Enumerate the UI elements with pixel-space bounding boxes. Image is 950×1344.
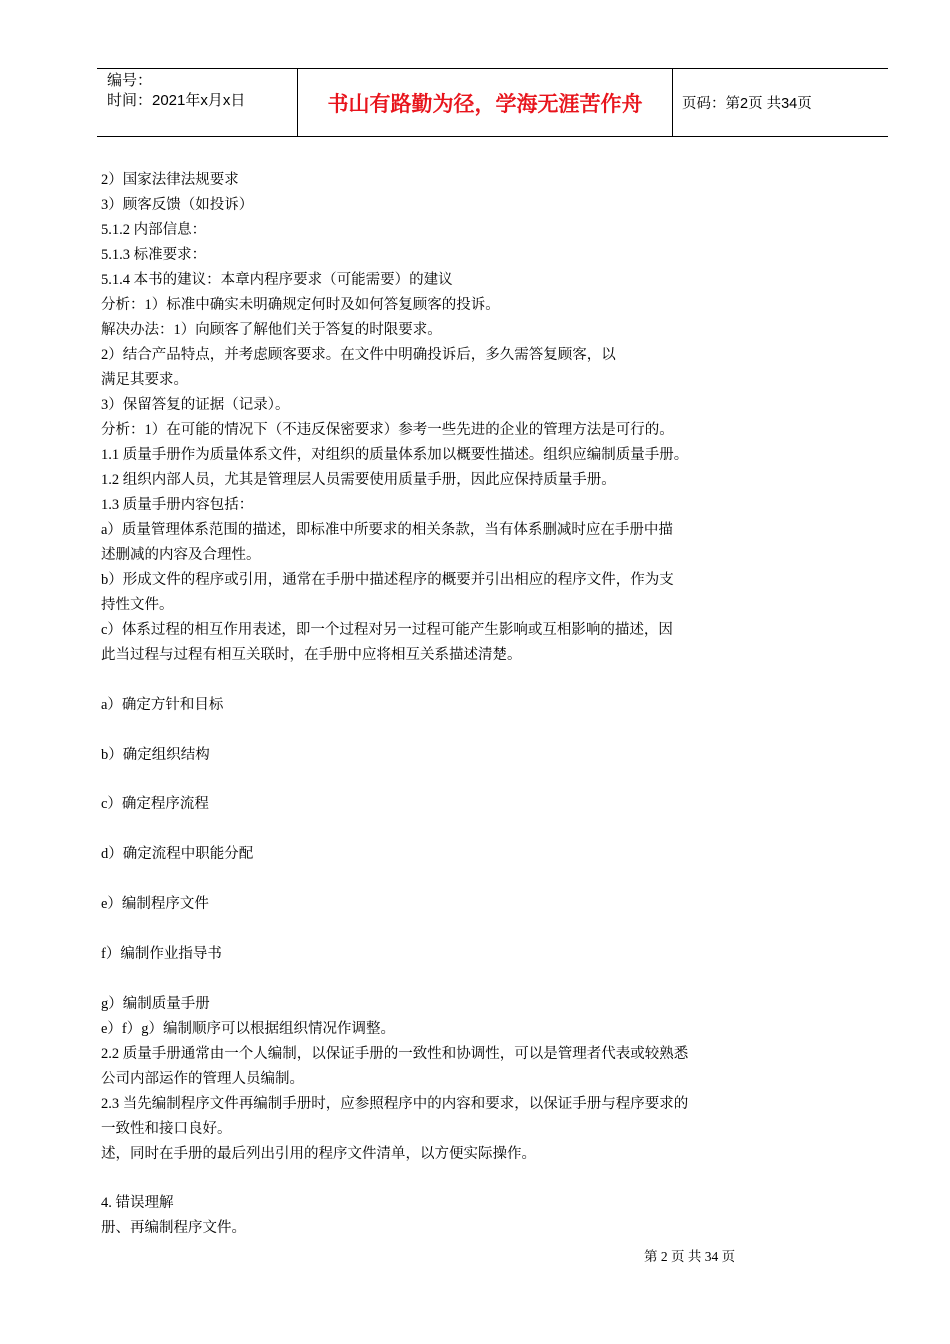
blank-line <box>101 917 761 942</box>
text-line: b）形成文件的程序或引用，通常在手册中描述程序的概要并引出相应的程序文件，作为支 <box>101 572 674 588</box>
text-line: e）f）g）编制顺序可以根据组织情况作调整。 <box>101 1020 396 1037</box>
blank-line <box>101 967 761 992</box>
header-number-label: 编号： <box>107 72 153 89</box>
text-line: 3）顾客反馈（如投诉） <box>101 197 254 213</box>
page-footer: 第 2 页 共 34 页 <box>644 1249 736 1264</box>
text-line: 5.1.3 标准要求： <box>101 247 207 263</box>
text-line: 2.3 当先编制程序文件再编制手册时，应参照程序中的内容和要求，以保证手册与程序要求的 <box>101 1095 689 1112</box>
header-motto: 书山有路勤为径，学海无涯苦作舟 <box>298 69 673 136</box>
text-line: b）确定组织结构 <box>101 746 210 763</box>
text-line: 3）保留答复的证据（记录）。 <box>101 397 290 413</box>
text-line: 2）结合产品特点，并考虑顾客要求。在文件中明确投诉后，多久需答复顾客，以 <box>101 347 616 363</box>
text-line: 5.1.2 内部信息： <box>101 222 207 238</box>
text-line: d）确定流程中职能分配 <box>101 846 254 863</box>
document-body <box>101 168 761 1241</box>
text-line: 解决办法：1）向顾客了解他们关于答复的时限要求。 <box>101 322 442 338</box>
blank-line <box>101 768 761 793</box>
header-meta <box>97 69 298 136</box>
text-line: 2）国家法律法规要求 <box>101 172 239 188</box>
text-line: g）编制质量手册 <box>101 995 210 1012</box>
text-line: a）质量管理体系范围的描述，即标准中所要求的相关条款，当有体系删减时应在手册中描 <box>101 522 673 538</box>
text-line: 分析：1）标准中确实未明确规定何时及如何答复顾客的投诉。 <box>101 297 500 313</box>
text-line: 1.3 质量手册内容包括： <box>101 497 254 513</box>
text-line: c）体系过程的相互作用表述，即一个过程对另一过程可能产生影响或互相影响的描述，因 <box>101 622 673 638</box>
text-line: 2.2 质量手册通常由一个人编制，以保证手册的一致性和协调性，可以是管理者代表或较熟悉 <box>101 1045 689 1062</box>
text-line: 持性文件。 <box>101 597 174 613</box>
blank-line <box>101 1167 761 1192</box>
text-line: a）确定方针和目标 <box>101 696 224 713</box>
text-line: 分析：1）在可能的情况下（不违反保密要求）参考一些先进的企业的管理方法是可行的。 <box>101 422 674 438</box>
text-line: 述，同时在手册的最后列出引用的程序文件清单，以方便实际操作。 <box>101 1145 536 1162</box>
text-line: 满足其要求。 <box>101 372 188 388</box>
text-line: 册、再编制程序文件。 <box>101 1220 246 1237</box>
text-line: 1.2 组织内部人员，尤其是管理层人员需要使用质量手册，因此应保持质量手册。 <box>101 472 616 488</box>
text-line: 1.1 质量手册作为质量体系文件，对组织的质量体系加以概要性描述。组织应编制质量手册。 <box>101 447 689 463</box>
text-line: 此当过程与过程有相互关联时，在手册中应将相互关系描述清楚。 <box>101 647 522 663</box>
header-time-label: 时间：2021年x月x日 <box>107 92 246 109</box>
blank-line <box>101 817 761 842</box>
text-line: 公司内部运作的管理人员编制。 <box>101 1070 304 1087</box>
text-line: c）确定程序流程 <box>101 796 209 813</box>
text-line: 述删减的内容及合理性。 <box>101 547 261 563</box>
header-page-info: 页码：第2页 共34页 <box>682 96 812 112</box>
text-line: e）编制程序文件 <box>101 895 209 912</box>
blank-line <box>101 718 761 743</box>
text-line: 5.1.4 本书的建议：本章内程序要求（可能需要）的建议 <box>101 272 453 288</box>
text-line: 一致性和接口良好。 <box>101 1120 232 1137</box>
text-line: f）编制作业指导书 <box>101 945 222 962</box>
blank-line <box>101 867 761 892</box>
text-line: 4. 错误理解 <box>101 1195 174 1212</box>
blank-line <box>101 668 761 693</box>
page-header <box>97 68 888 137</box>
